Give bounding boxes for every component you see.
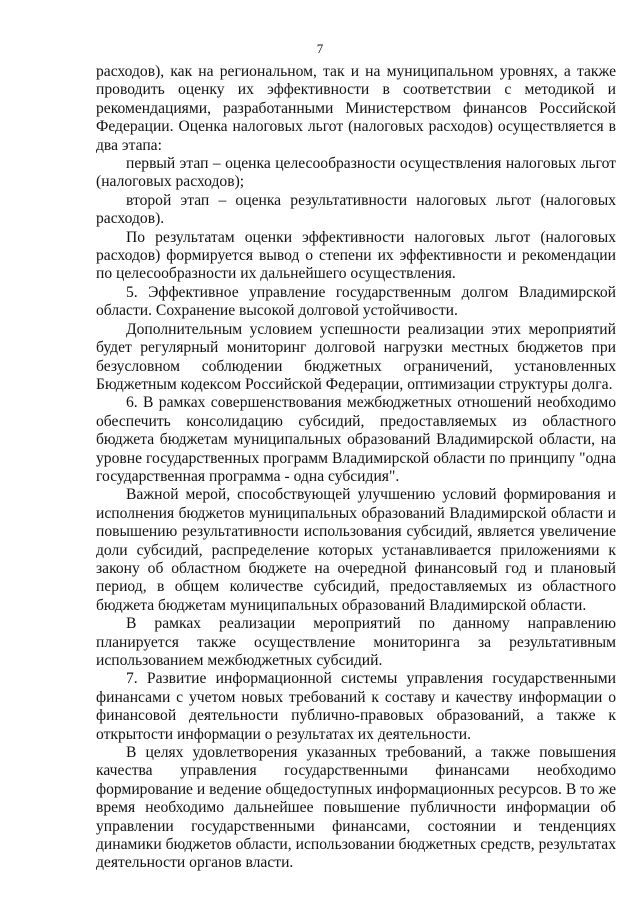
paragraph: В целях удовлетворения указанных требований, а также повышения качества управления государственными финансами необходимо формирование и ведение общедоступных информационных ресурсов. В то же время необходимо дальнейшее повышение публичности информации об управлении государственными финансами, состоянии и тенденциях динамики бюджетов области, использовании бюджетных средств, результатах деятельности органов власти. [96, 744, 616, 872]
page-number: 7 [316, 41, 324, 56]
paragraph: В рамках реализации мероприятий по данному направлению планируется также осуществление мониторинга за результативным использованием межбюджетных субсидий. [96, 615, 616, 669]
paragraph: 6. В рамках совершенствования межбюджетных отношений необходимо обеспечить консолидацию субсидий, предоставляемых из областного бюджета бюджетам муниципальных образований Владимирской области, на уровне государственных программ Владимирской области по принципу "одна государственная программа - одна субсидия". [96, 394, 616, 485]
paragraph: расходов), как на региональном, так и на муниципальном уровнях, а также проводить оценку их эффективности в соответствии с методикой и рекомендациями, разработанными Министерством финансов Российской Федерации. Оценка налоговых льгот (налоговых расходов) осуществляется в два этапа: [96, 63, 616, 154]
paragraph: По результатам оценки эффективности налоговых льгот (налоговых расходов) формируется вывод о степени их эффективности и рекомендации по целесообразности их дальнейшего осуществления. [96, 228, 616, 283]
paragraph: второй этап – оценка результативности налоговых льгот (налоговых расходов). [96, 191, 616, 228]
paragraph: Дополнительным условием успешности реализации этих мероприятий будет регулярный мониторинг долговой нагрузки местных бюджетов при безусловном соблюдении бюджетных ограничений, установленных Бюджетным кодексом Российской Федерации, оптимизации структуры долга. [96, 320, 616, 393]
paragraph: первый этап – оценка целесообразности осуществления налоговых льгот (налоговых расходов); [96, 155, 616, 191]
paragraph: Важной мерой, способствующей улучшению условий формирования и исполнения бюджетов муниципальных образований Владимирской области и повышению результативности использования субсидий, является увеличение доли субсидий, распределение которых устанавливается приложениями к закону об областном бюджете на очередной финансовый год и плановый период, в общем количестве субсидий, предоставляемых из областного бюджета бюджетам муниципальных образований Владимирской области. [96, 486, 616, 614]
document-body [96, 63, 616, 873]
paragraph: 7. Развитие информационной системы управления государственными финансами с учетом новых требований к составу и качеству информации о финансовой деятельности публично-правовых образований, а также к открытости информации о результатах их деятельности. [96, 670, 616, 743]
paragraph: 5. Эффективное управление государственным долгом Владимирской области. Сохранение высокой долговой устойчивости. [96, 283, 616, 320]
